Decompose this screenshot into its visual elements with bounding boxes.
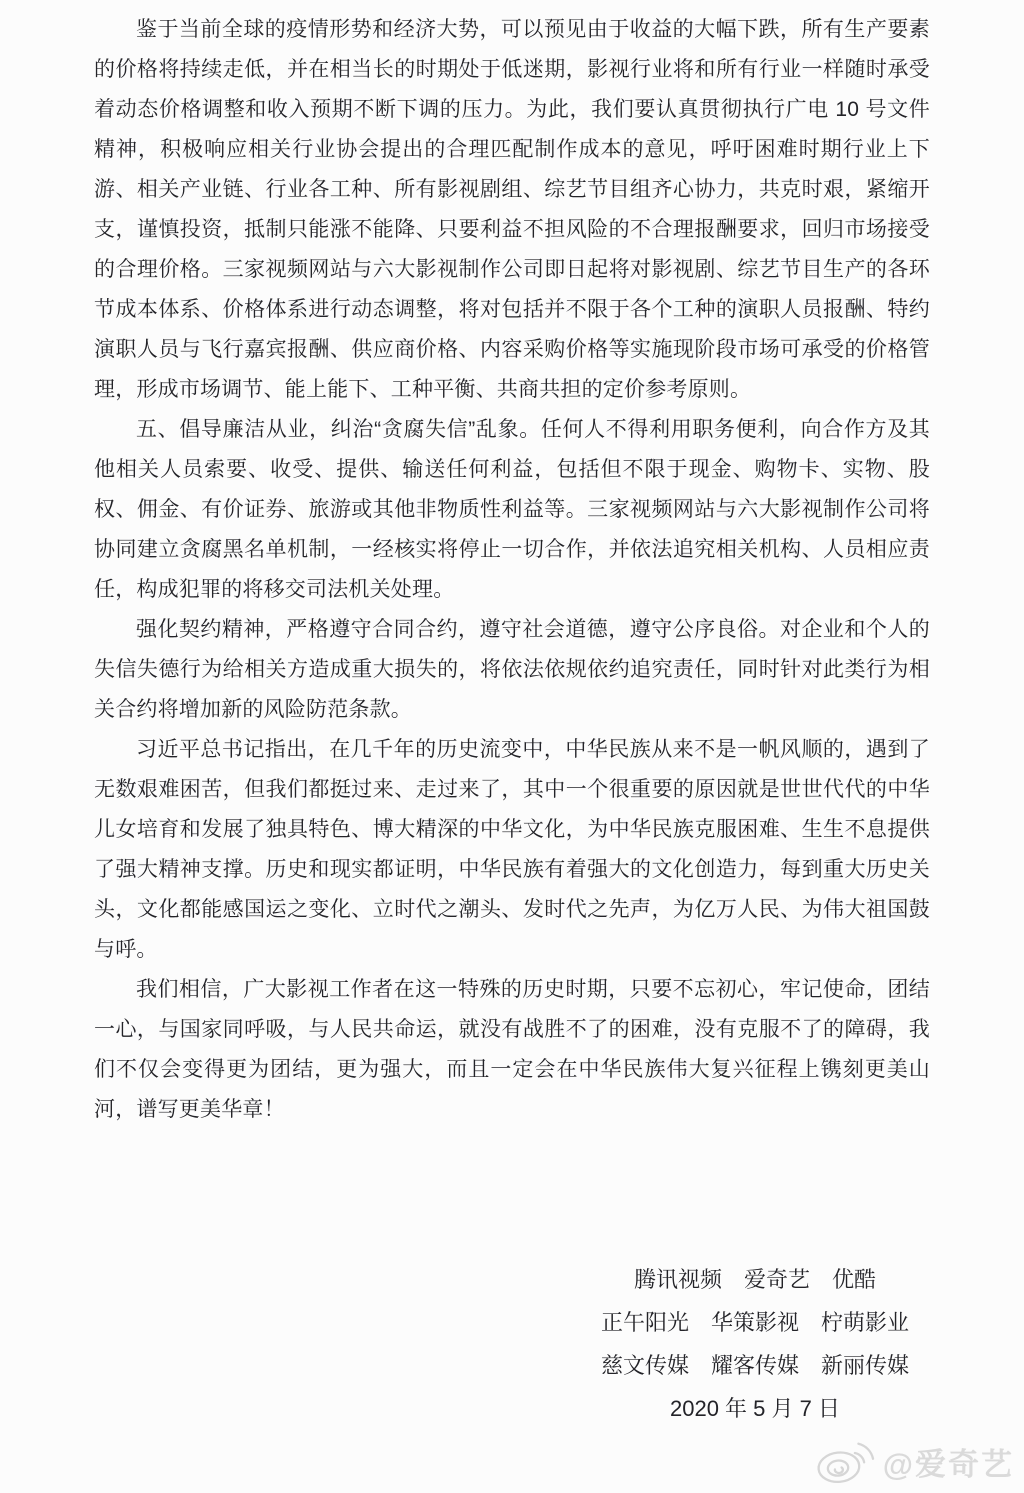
- signature-block: [585, 1258, 925, 1430]
- paragraph-contract-spirit: 强化契约精神，严格遵守合同合约，遵守社会道德，遵守公序良俗。对企业和个人的失信失德行为给相关方造成重大损失的，将依法依规依约追究责任，同时针对此类行为相关合约将增加新的风险防范条款。: [94, 618, 930, 721]
- paragraph-clause-five-integrity: 五、倡导廉洁从业，纠治“贪腐失信”乱象。任何人不得利用职务便利，向合作方及其他相关人员索要、收受、提供、输送任何利益，包括但不限于现金、购物卡、实物、股权、佣金、有价证券、旅游或其他非物质性利益等。三家视频网站与六大影视制作公司将协同建立贪腐黑名单机制，一经核实将停止一切合作，并依法追究相关机构、人员相应责任，构成犯罪的将移交司法机关处理。: [94, 418, 930, 601]
- paragraph-cost-control: 鉴于当前全球的疫情形势和经济大势，可以预见由于收益的大幅下跌，所有生产要素的价格将持续走低，并在相当长的时期处于低迷期，影视行业将和所有行业一样随时承受着动态价格调整和收入预期不断下调的压力。为此，我们要认真贯彻执行广电 10 号文件精神，积极响应相关行业协会提出的合理匹配制作成本的意见，呼吁困难时期行业上下游、相关产业链、行业各工种、所有影视剧组、综艺节目组齐心协力，共克时艰，紧缩开支，谨慎投资，抵制只能涨不能降、只要利益不担风险的不合理报酬要求，回归市场接受的合理价格。三家视频网站与六大影视制作公司即日起将对影视剧、综艺节目生产的各环节成本体系、价格体系进行动态调整，将对包括并不限于各个工种的演职人员报酬、特约演职人员与飞行嘉宾报酬、供应商价格、内容采购价格等实施现阶段市场可承受的价格管理，形成市场调节、能上能下、工种平衡、共商共担的定价参考原则。: [94, 18, 930, 401]
- watermark-label: @爱奇艺: [882, 1446, 1014, 1482]
- signatories-video-platforms: 腾讯视频 爱奇艺 优酷: [633, 1267, 876, 1292]
- paragraph-closing-belief: 我们相信，广大影视工作者在这一特殊的历史时期，只要不忘初心，牢记使命，团结一心，与国家同呼吸，与人民共命运，就没有战胜不了的困难，没有克服不了的障碍，我们不仅会变得更为团结，更为强大，而且一定会在中华民族伟大复兴征程上镌刻更美山河，谱写更美华章！: [94, 978, 930, 1121]
- signatories-studios-row2: 慈文传媒 耀客传媒 新丽传媒: [600, 1353, 909, 1378]
- paragraph-cultural-history: 习近平总书记指出，在几千年的历史流变中，中华民族从来不是一帆风顺的，遇到了无数艰难困苦，但我们都挺过来、走过来了，其中一个很重要的原因就是世世代代的中华儿女培育和发展了独具特色、博大精深的中华文化，为中华民族克服困难、生生不息提供了强大精神支撑。历史和现实都证明，中华民族有着强大的文化创造力，每到重大历史关头，文化都能感国运之变化、立时代之潮头、发时代之先声，为亿万人民、为伟大祖国鼓与呼。: [94, 738, 930, 961]
- document-body: [94, 10, 930, 1430]
- document-date: 2020 年 5 月 7 日: [670, 1396, 840, 1421]
- weibo-logo-icon: [815, 1437, 877, 1485]
- watermark: [815, 1437, 1014, 1485]
- signatories-studios-row1: 正午阳光 华策影视 柠萌影业: [600, 1310, 909, 1335]
